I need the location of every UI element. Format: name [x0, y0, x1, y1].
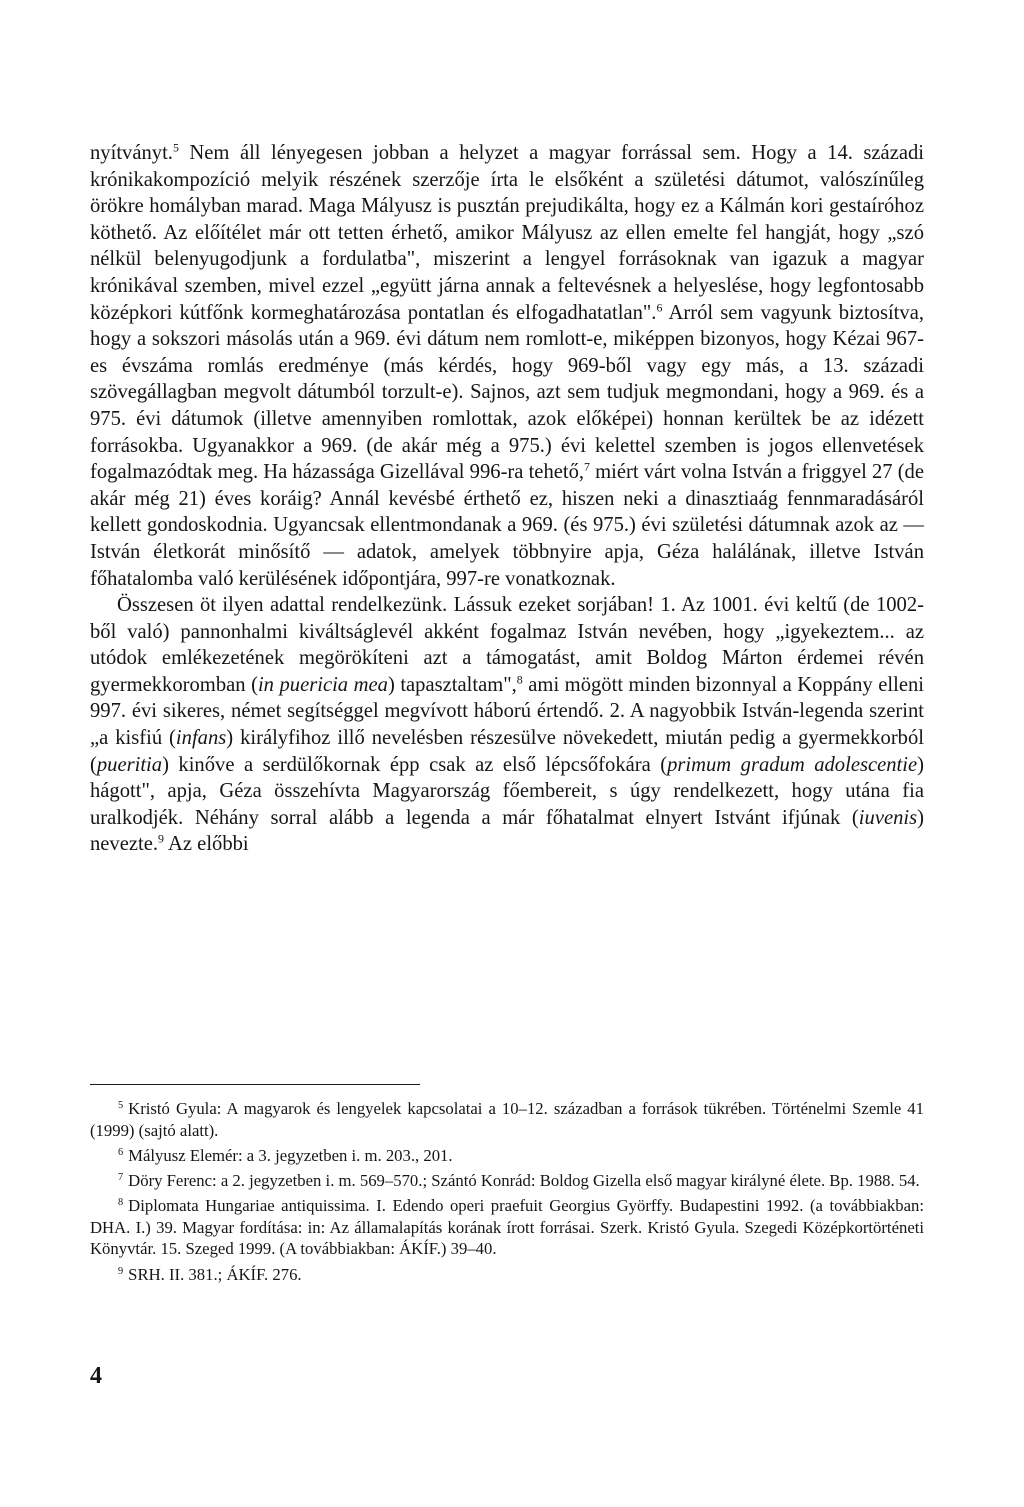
text-run: nyítványt.: [90, 142, 173, 164]
footnote-separator: [90, 1084, 420, 1085]
footnote-9: [90, 1264, 924, 1286]
footnote-number: 7: [118, 1172, 124, 1184]
footnote-ref-8[interactable]: 8: [516, 672, 523, 687]
footnote-ref-6[interactable]: 6: [656, 300, 663, 315]
text-run: ) hágott", apja, Géza összehívta Magyarország főembereit, s úgy rendelkezett, hogy utána fia uralkodjék. Néhány sorral alább a legenda a már főhatalmat elnyert Istvánt ifjúnak (: [90, 753, 924, 829]
latin-term: pueritia: [96, 753, 163, 776]
text-run: ) kinőve a serdülőkornak épp csak az első lépcsőfokára (: [162, 753, 668, 776]
text-run: ami mögött minden bizonnyal a Koppány elleni 997. évi sikeres, német segítséggel megvívott háború értendő. 2. A nagyobbik István-legenda szerint „a kisfiú (: [90, 673, 924, 750]
footnote-text: Mályusz Elemér: a 3. jegyzetben i. m. 203., 201.: [128, 1145, 453, 1165]
latin-term: in puericia mea: [257, 673, 388, 696]
text-run: Nem áll lényegesen jobban a helyzet a magyar forrással sem. Hogy a 14. századi krónikakompozíció melyik részének szerzője írta le elsőként a születési dátumot, valószínűleg örökre homályban marad. Maga Mályusz is pusztán prejudikálta, hogy ez a Kálmán kori gestaíróhoz köthető. Az előítélet már ott tetten érhető, amikor Mályusz az ellen emelte fel hangját, hogy „szó nélkül belenyugodjunk a fordulatba", miszerint a lengyel forrásoknak van igazuk a magyar krónikával szemben, mivel ezzel „együtt járna annak a feltevésnek a helyeslése, hogy legfontosabb középkori kútfőnk kormeghatározása pontatlan és elfogadhatatlan".: [90, 142, 924, 324]
footnote-number: 9: [118, 1265, 124, 1277]
paragraph-2: [90, 592, 924, 858]
paragraph-1: [90, 140, 924, 592]
footnote-8: [90, 1195, 924, 1260]
footnotes: [90, 1098, 924, 1289]
footnote-number: 8: [118, 1197, 124, 1209]
footnote-text: Döry Ferenc: a 2. jegyzetben i. m. 569–570.; Szántó Konrád: Boldog Gizella első magyar királyné élete. Bp. 1988. 54.: [128, 1170, 920, 1190]
text-run: ) tapasztaltam",: [387, 673, 517, 696]
text-run: ) nevezte.: [90, 806, 924, 856]
main-text: [90, 140, 924, 858]
page-number: 4: [90, 1363, 102, 1389]
text-run: ) királyfihoz illő nevelésben részesülve növekedett, miután pedig a gyermekkorból (: [90, 727, 924, 776]
text-run: Az előbbi: [164, 833, 249, 856]
text-run: miért várt volna István a friggyel 27 (de akár még 21) éves koráig? Annál kevésbé érthető ez, hiszen neki a dinasztiaág fennmaradásáról kellett gondoskodnia. Ugyancsak ellentmondanak a 969. (és 975.) évi születési dátumnak azok az — István életkorát minősítő — adatok, amelyek többnyire apja, Géza halálának, illetve István főhatalomba való kerülésének időpontjára, 997-re vonatkoznak.: [90, 461, 924, 590]
latin-term: iuvenis: [858, 806, 918, 829]
latin-term: primum gradum adolescentie: [667, 753, 918, 776]
footnote-ref-9[interactable]: 9: [158, 832, 164, 847]
footnote-7: [90, 1170, 924, 1192]
text-run: Arról sem vagyunk biztosítva, hogy a sokszori másolás után a 969. évi dátum nem romlott-e, miképpen bizonyos, hogy Kézai 967-es évszáma romlás eredménye (más kérdés, hogy 969-ből vagy egy más, a 13. századi szövegállagban megvolt dátumból torzult-e). Sajnos, azt sem tudjuk megmondani, hogy a 969. és a 975. évi dátumok (illetve amennyiben romlottak, azok előképei) honnan kerültek be az idézett forrásokba. Ugyanakkor a 969. (de akár még a 975.) évi kelettel szemben is jogos ellenvetések fogalmazódtak meg. Ha házassága Gizellával 996-ra tehető,: [90, 301, 924, 484]
footnote-text: SRH. II. 381.; ÁKÍF. 276.: [128, 1264, 302, 1284]
footnote-number: 5: [118, 1100, 124, 1112]
footnote-5: [90, 1098, 924, 1141]
footnote-6: [90, 1145, 924, 1167]
footnote-number: 6: [118, 1147, 124, 1159]
footnote-text: Kristó Gyula: A magyarok és lengyelek kapcsolatai a 10–12. században a források tükrében. Történelmi Szemle 41 (1999) (sajtó alatt).: [90, 1099, 924, 1140]
latin-term: infans: [175, 727, 227, 750]
footnote-ref-7[interactable]: 7: [584, 459, 591, 474]
footnote-ref-5[interactable]: 5: [172, 140, 179, 155]
text-run: Összesen öt ilyen adattal rendelkezünk. Lássuk ezeket sorjában! 1. Az 1001. évi keltű (de 1002-ből való) pannonhalmi kiváltságlevél akként fogalmaz István nevében, hogy „igyekeztem... az utódok emlékezetének megörökíteni azt a támogatást, amit Boldog Márton érdemei révén gyermekkoromban (: [90, 594, 924, 696]
footnote-text: Diplomata Hungariae antiquissima. I. Edendo operi praefuit Georgius Györffy. Budapestini 1992. (a továbbiakban: DHA. I.) 39. Magyar fordítása: in: Az államalapítás korának írott forrásai. Szerk. Kristó Gyula. Szegedi Középkortörténeti Könyvtár. 15. Szeged 1999. (A továbbiakban: ÁKÍF.) 39–40.: [90, 1196, 924, 1259]
